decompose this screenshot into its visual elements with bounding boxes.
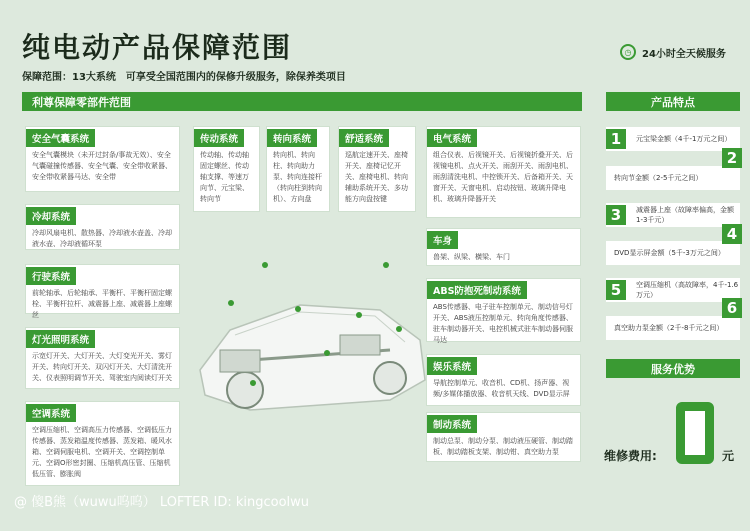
card-body: ABS传感器、电子驻车控制单元、制动信号灯开关、ABS液压控制单元、转向角度传感器、驻车制动器开关、电控机械式驻车制动器伺服马达 bbox=[433, 303, 573, 344]
marker-dot bbox=[324, 350, 330, 356]
card-body: 巡航定速开关、座椅开关、座椅记忆开关、座椅电机、转向辅助系统开关、多功能方向盘按键 bbox=[345, 151, 408, 203]
card-body-structure bbox=[426, 228, 581, 266]
card-body: 兽架、纵梁、横梁、车门 bbox=[433, 253, 510, 261]
card-title: 传动系统 bbox=[194, 129, 244, 147]
marker-dot bbox=[250, 380, 256, 386]
card-body: 制动总泵、制动分泵、制动液压硬管、制动踏板、制动踏板支架、制动钳、真空助力泵 bbox=[433, 437, 573, 456]
page-title: 纯电动产品保障范围 bbox=[22, 31, 293, 64]
card-walking bbox=[25, 264, 180, 319]
car-chassis-illustration bbox=[190, 250, 430, 430]
feature-6 bbox=[606, 316, 740, 340]
card-title: 灯光照明系统 bbox=[26, 330, 95, 348]
feature-text: DVD显示屏金额（5千-3万元之间） bbox=[614, 249, 725, 257]
card-body: 组合仪表、后视镜开关、后视镜折叠开关、后视镜电机、点火开关、雨刮开关、雨刮电机、雨刮清洗电机、中控锁开关、后备箱开关、天窗开关、天窗电机、启动按钮、玻璃升降电机、玻璃升降器开关 bbox=[433, 151, 573, 203]
feature-num-3: 3 bbox=[606, 205, 626, 225]
card-body: 空调压缩机、空调高压力传感器、空调低压力传感器、蒸发箱温度传感器、蒸发箱、暖风水箱、空调伺服电机、空调开关、空调控制单元、空调O形密封圈、压缩机高压管、压缩机低压管、膨胀阀 bbox=[32, 426, 172, 478]
card-title: 舒适系统 bbox=[339, 129, 389, 147]
advantage-bar: 服务优势 bbox=[606, 359, 740, 378]
card-title: ABS防抱死制动系统 bbox=[427, 281, 527, 299]
feature-num-2: 2 bbox=[722, 148, 742, 168]
yuan-unit: 元 bbox=[722, 449, 735, 463]
card-cooling bbox=[25, 204, 180, 250]
scope-text: 保障范围：13大系统 可享受全国范围内的保修升级服务，除保养类项目 bbox=[22, 72, 346, 83]
card-electric bbox=[426, 126, 581, 218]
card-title: 行驶系统 bbox=[26, 267, 76, 285]
feature-text: 元宝梁金额（4千-1万元之间） bbox=[636, 135, 732, 143]
card-title: 车身 bbox=[427, 231, 458, 249]
feature-num-5: 5 bbox=[606, 280, 626, 300]
marker-dot bbox=[295, 306, 301, 312]
marker-dot bbox=[356, 312, 362, 318]
card-title: 制动系统 bbox=[427, 415, 477, 433]
feature-5 bbox=[606, 278, 740, 302]
card-lighting bbox=[25, 327, 180, 389]
feature-2 bbox=[606, 166, 740, 190]
card-drive bbox=[193, 126, 260, 212]
feature-text: 真空助力泵金额（2千-8千元之间） bbox=[614, 324, 724, 332]
feature-num-1: 1 bbox=[606, 129, 626, 149]
clock-icon: ◷ bbox=[620, 44, 636, 60]
feature-text: 空调压缩机（高故障率，4千-1.6万元） bbox=[636, 281, 739, 299]
service-badge bbox=[620, 44, 726, 60]
card-title: 冷却系统 bbox=[26, 207, 76, 225]
card-title: 转向系统 bbox=[267, 129, 317, 147]
repair-cost-label: 维修费用: bbox=[604, 449, 657, 463]
marker-dot bbox=[383, 262, 389, 268]
feature-1 bbox=[606, 127, 740, 151]
card-title: 电气系统 bbox=[427, 129, 477, 147]
feature-bar: 产品特点 bbox=[606, 92, 740, 111]
card-title: 娱乐系统 bbox=[427, 357, 477, 375]
zero-cost-graphic bbox=[676, 402, 714, 464]
feature-text: 转向节金额（2-5千元之间） bbox=[614, 174, 703, 182]
marker-dot bbox=[396, 326, 402, 332]
feature-4 bbox=[606, 241, 740, 265]
card-title: 空调系统 bbox=[26, 404, 76, 422]
service-label: 24小时全天候服务 bbox=[642, 48, 726, 60]
marker-dot bbox=[262, 262, 268, 268]
marker-dot bbox=[228, 300, 234, 306]
card-body: 冷却风扇电机、散热器、冷却液水壶盖、冷却液水壶、冷却液循环泵 bbox=[32, 229, 172, 248]
card-ac bbox=[25, 401, 180, 486]
card-brake bbox=[426, 412, 581, 462]
card-entertainment bbox=[426, 354, 581, 406]
card-body: 示宽灯开关、大灯开关、大灯变光开关、雾灯开关、转向灯开关、双闪灯开关、大灯清洗开关、仪表照明调节开关、驾驶室内阅读灯开关 bbox=[32, 352, 172, 382]
card-steer bbox=[266, 126, 330, 212]
feature-num-4: 4 bbox=[722, 224, 742, 244]
card-body: 前轮轴承、后轮轴承、平衡杆、平衡杆固定螺栓、平衡杆拉杆、减震器上座、减震器上座螺丝 bbox=[32, 289, 172, 319]
feature-text: 减震器上座（故障率偏高，金额1-3千元） bbox=[636, 206, 734, 224]
card-comfort bbox=[338, 126, 416, 212]
card-body: 导航控制单元、收音机、CD机、扬声器、视频/多媒体播放器、收音机天线、DVD显示屏 bbox=[433, 379, 570, 398]
card-body: 传动轴、传动轴固定螺丝、传动轴支撑、等速万向节、元宝梁、转向节 bbox=[200, 151, 249, 203]
left-section-bar: 利尊保障零部件范围 bbox=[22, 92, 582, 111]
card-abs bbox=[426, 278, 581, 342]
feature-3 bbox=[606, 203, 740, 227]
watermark: @ 傻B熊（wuwu呜呜） LOFTER ID: kingcoolwu bbox=[14, 495, 310, 510]
card-title: 安全气囊系统 bbox=[26, 129, 95, 147]
card-airbag bbox=[25, 126, 180, 192]
feature-num-6: 6 bbox=[722, 298, 742, 318]
card-body: 转向机、转向柱、转向助力泵、转向连接杆（转向柱到转向机）、方向盘 bbox=[273, 151, 322, 203]
card-body: 安全气囊模块（未开过封条/事故无效）、安全气囊碰撞传感器、安全气囊、安全带收紧器、安全带收紧器马达、安全带 bbox=[32, 151, 172, 181]
